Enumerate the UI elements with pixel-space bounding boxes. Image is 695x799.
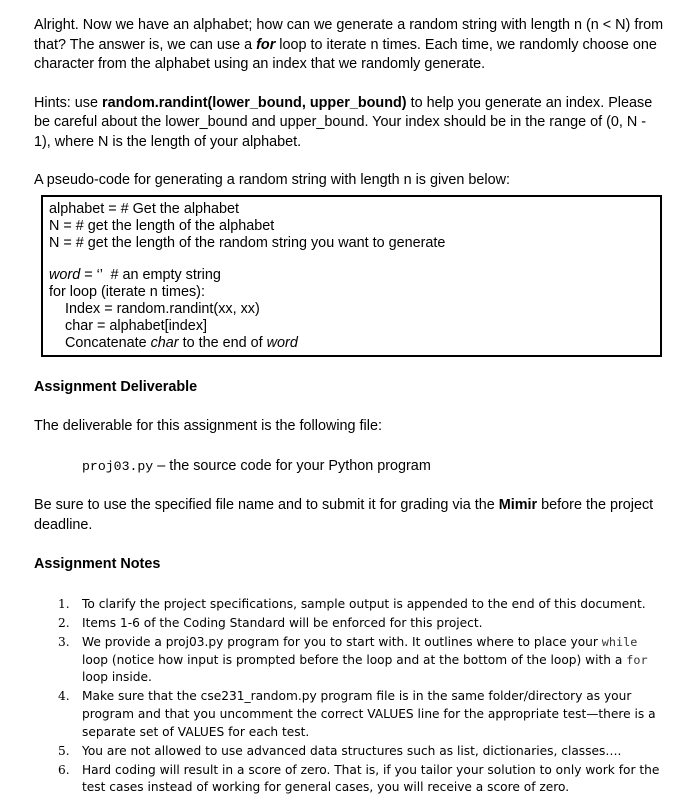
- deliverable-submit: [34, 496, 664, 535]
- pseudocode-line-8: [49, 335, 654, 352]
- deliverable-file-desc: – the source code for your Python program: [153, 458, 431, 474]
- note-text: Hard coding will result in a score of zero. That is, if you tailor your solution to only work for the test cases instead of working for general cases, you will receive a score of zero.: [82, 762, 660, 795]
- hints-paragraph: [34, 94, 664, 153]
- note-item-1: [52, 596, 662, 614]
- note-number: 3.: [58, 635, 70, 650]
- note-item-3: [52, 634, 662, 687]
- deliverable-file-name: proj03.py: [82, 459, 154, 474]
- intro-for-keyword: for: [256, 36, 276, 53]
- intro-text-b: loop to iterate n times. Each time, we randomly choose one character from the alphabet using an index that we randomly generate.: [34, 36, 657, 72]
- note-number: 6.: [58, 762, 70, 777]
- pseudocode-line-6: Index = random.randint(xx, xx): [65, 300, 260, 317]
- pseudocode-line-8-a: Concatenate: [65, 334, 151, 351]
- note-text: Make sure that the cse231_random.py program file is in the same folder/directory as your program and that you uncomment the correct VALUES line for the appropriate test—there is a separate set of VALUES for each test.: [82, 689, 656, 739]
- note-number: 1.: [58, 597, 70, 611]
- deliverable-heading: Assignment Deliverable: [34, 379, 198, 395]
- deliverable-text: The deliverable for this assignment is the following file:: [34, 418, 382, 434]
- pseudocode-line-7: char = alphabet[index]: [65, 317, 208, 334]
- pseudocode-line-3: N = # get the length of the random string you want to generate: [49, 234, 446, 251]
- note-text-b: loop (notice how input is prompted before the loop and at the bottom of the loop) with a: [82, 652, 627, 667]
- note-text: You are not allowed to use advanced data structures such as list, dictionaries, classes….: [82, 743, 622, 758]
- note-item-6: [52, 762, 662, 797]
- hints-text-b: to help you generate an index. Please be careful about the lower_bound and upper_bound. Your index should be in the range of (0, N - 1), where N is the length of your alphabet.: [34, 94, 653, 150]
- pseudocode-line-1: alphabet = # Get the alphabet: [49, 201, 240, 217]
- hints-text-a: Hints: use: [34, 94, 102, 111]
- note-text-a: We provide a proj03.py program for you to start with. It outlines where to place your: [82, 635, 602, 650]
- intro-paragraph: [34, 16, 664, 75]
- note-text: To clarify the project specifications, sample output is appended to the end of this document.: [82, 597, 646, 611]
- submit-mimir: Mimir: [498, 497, 538, 513]
- pseudocode-line-4-rest: = ‘’ # an empty string: [80, 267, 221, 284]
- pseudocode-intro: A pseudo-code for generating a random string with length n is given below:: [34, 172, 510, 188]
- note-code-while: while: [601, 635, 638, 650]
- note-number: 5.: [58, 743, 70, 758]
- pseudocode-gap: [49, 251, 654, 267]
- pseudocode-line-8-b: to the end of: [178, 334, 267, 351]
- deliverable-file: [82, 457, 642, 477]
- submit-text-b: before the project deadline.: [34, 497, 654, 533]
- note-number: 2.: [58, 616, 70, 631]
- pseudocode-word-var-2: word: [266, 334, 298, 351]
- pseudocode-line-2: N = # get the length of the alphabet: [49, 217, 275, 234]
- notes-list: [52, 596, 662, 799]
- note-text-c: loop inside.: [82, 670, 152, 685]
- intro-section: [34, 16, 664, 191]
- pseudocode-line-4: [49, 267, 654, 284]
- pseudocode-box: [41, 195, 662, 357]
- pseudocode-word-var: word: [49, 267, 81, 284]
- note-number: 4.: [58, 689, 70, 704]
- note-item-5: [52, 743, 662, 761]
- pseudocode-char-var: char: [150, 334, 179, 351]
- intro-text-a: Alright. Now we have an alphabet; how can we generate a random string with length n (n < N) from that? The answer is, we can use a: [34, 17, 664, 53]
- note-item-2: [52, 615, 662, 633]
- hints-function: random.randint(lower_bound, upper_bound): [101, 94, 407, 111]
- note-code-for: for: [626, 652, 648, 667]
- note-text: Items 1-6 of the Coding Standard will be enforced for this project.: [82, 616, 483, 631]
- pseudocode-line-5: for loop (iterate n times):: [49, 284, 205, 301]
- note-item-4: [52, 688, 662, 741]
- notes-heading: Assignment Notes: [34, 556, 161, 572]
- submit-text-a: Be sure to use the specified file name and to submit it for grading via the: [34, 497, 499, 513]
